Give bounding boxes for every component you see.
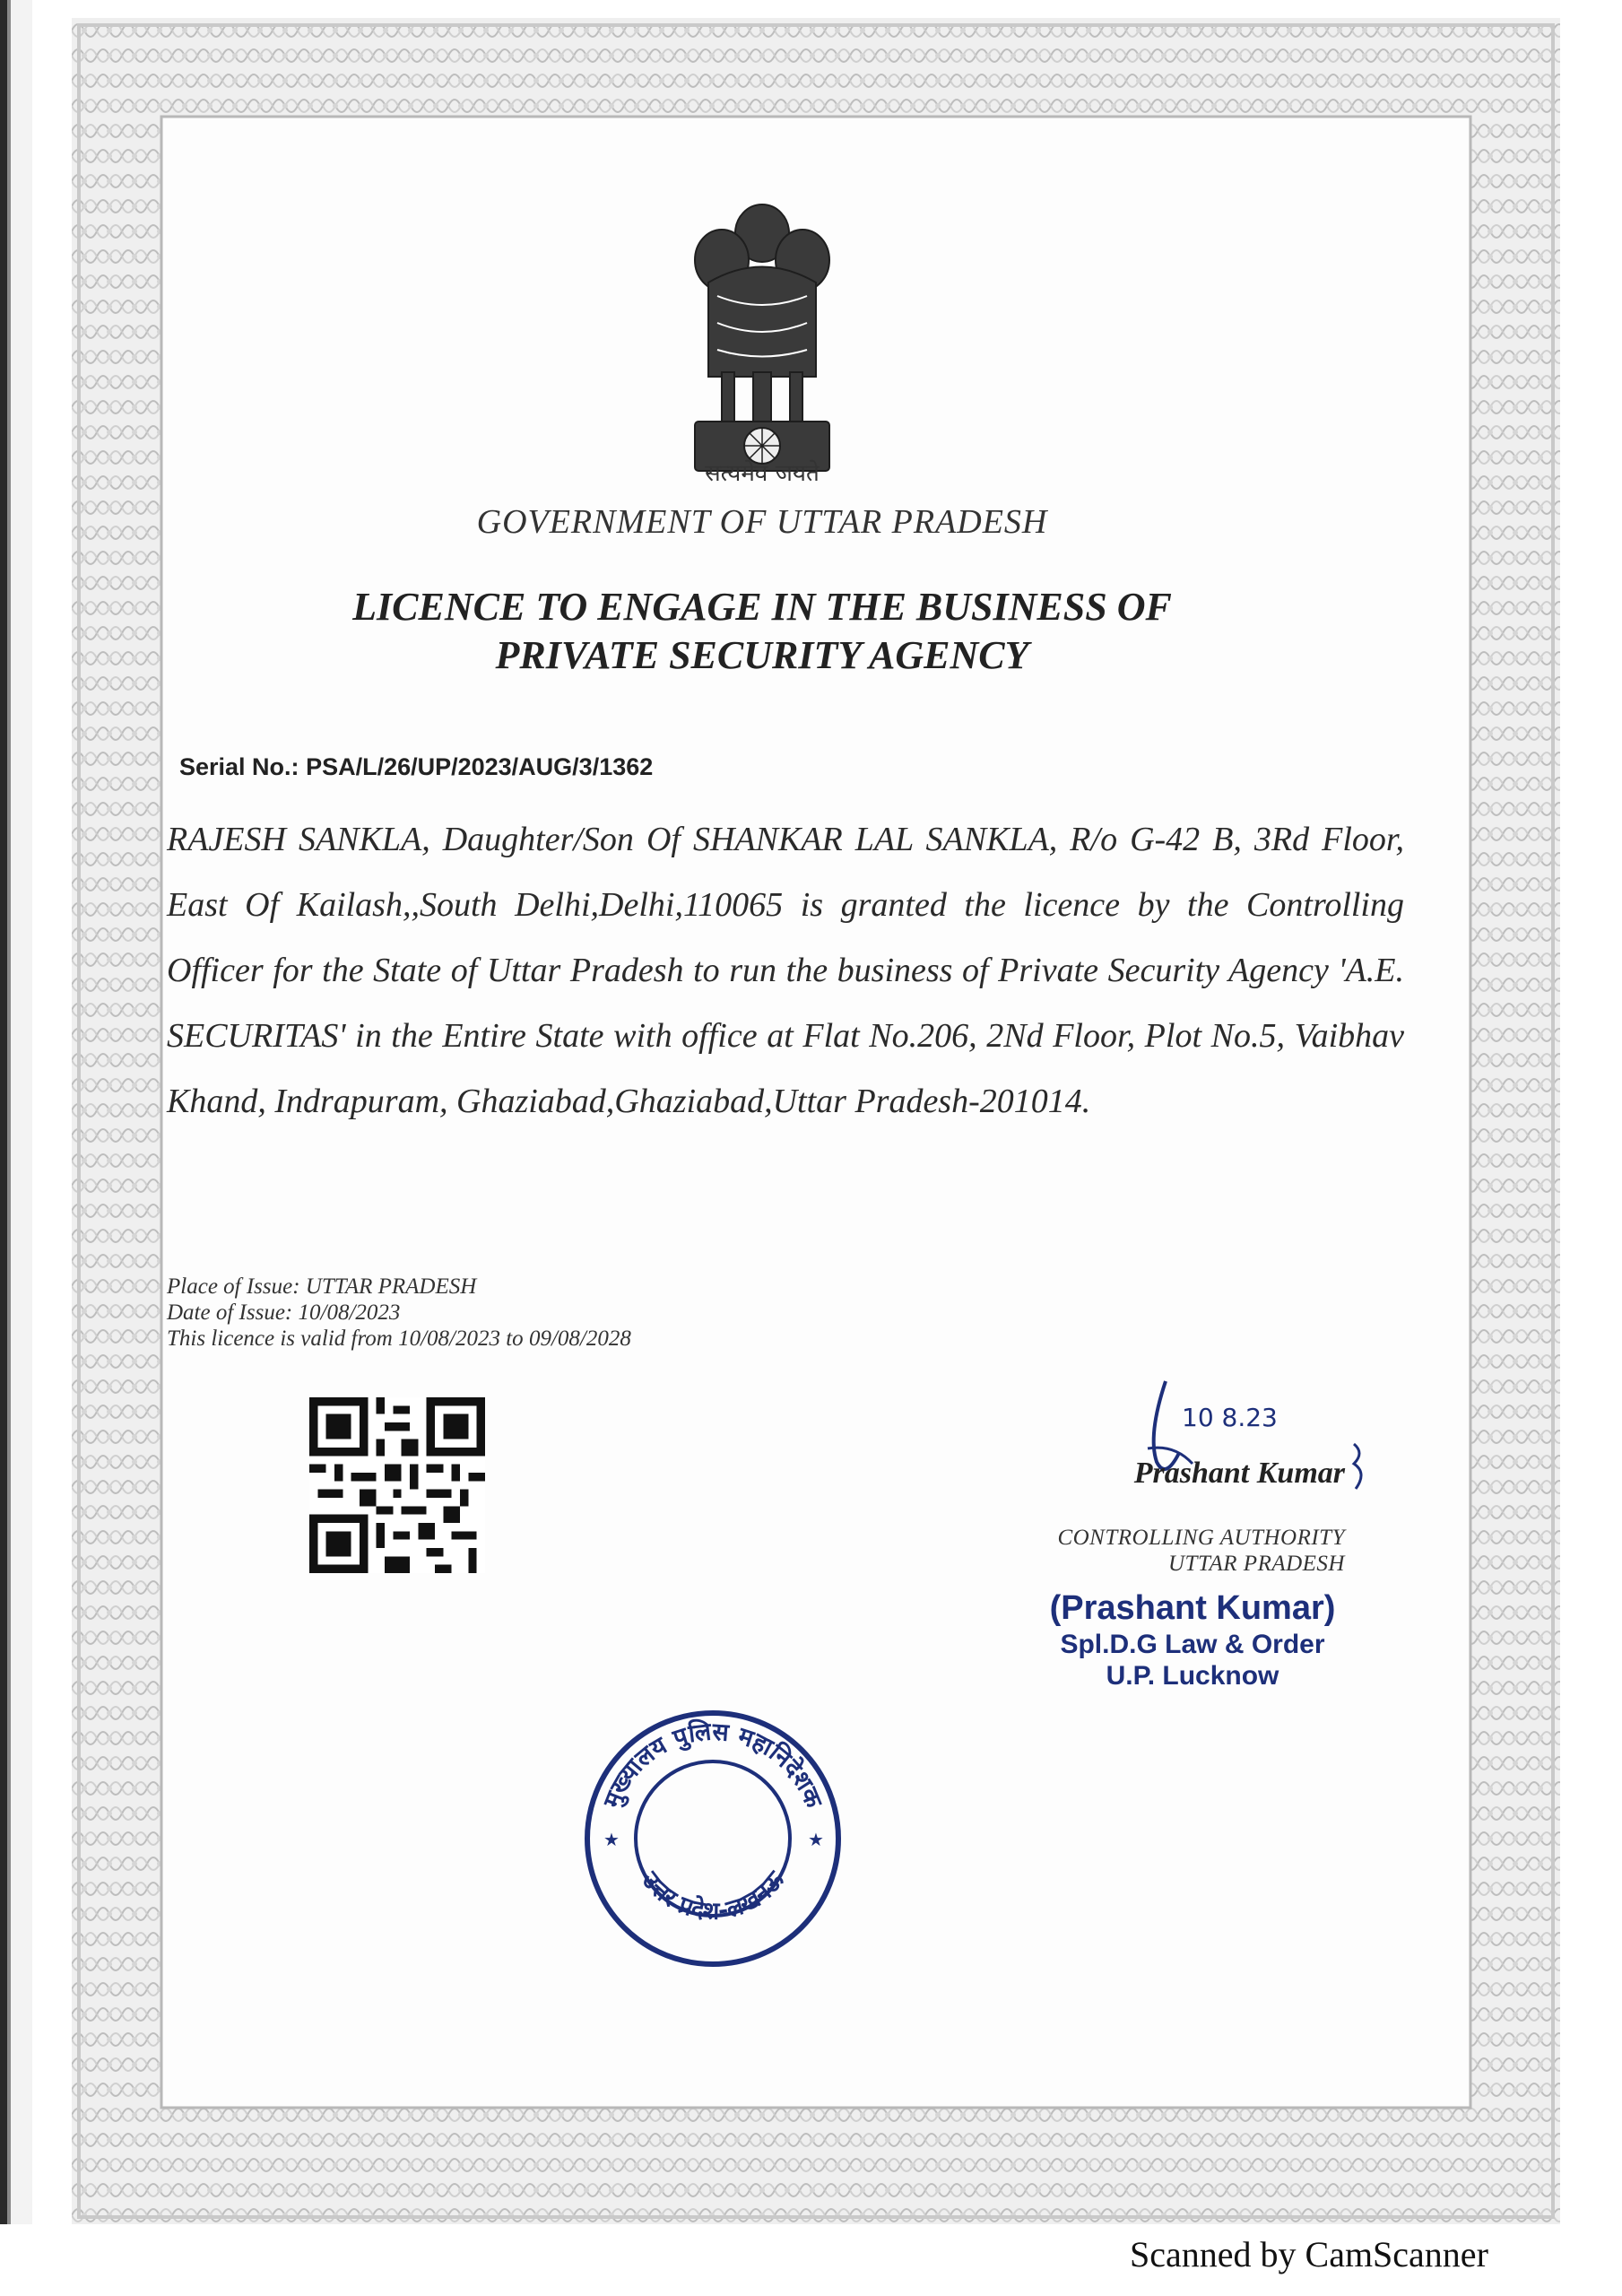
place-of-issue [167, 1274, 631, 1300]
svg-text:★: ★ [603, 1831, 620, 1850]
serial-value: PSA/L/26/UP/2023/AUG/3/1362 [306, 753, 654, 780]
controlling-authority [941, 1525, 1345, 1577]
authority-line-1: CONTROLLING AUTHORITY [1057, 1526, 1345, 1550]
stamp-designation: Spl.D.G Law & Order [1060, 1630, 1325, 1659]
scan-shadow-edge [0, 0, 32, 2224]
place-label: Place of Issue: [167, 1274, 300, 1299]
issue-details [167, 1274, 631, 1352]
qr-code-icon [309, 1397, 485, 1573]
date-value: 10/08/2023 [298, 1300, 401, 1325]
validity-to-label: to [506, 1326, 524, 1351]
date-label: Date of Issue: [167, 1300, 293, 1325]
signatory-name: Prashant Kumar [1133, 1457, 1345, 1490]
designation-stamp [968, 1587, 1417, 1692]
validity-label: This licence is valid from [167, 1326, 393, 1351]
police-seal-icon [578, 1704, 847, 1973]
svg-text:मुख्यालय पुलिस महानिदेशक [598, 1717, 828, 1813]
scanner-watermark: Scanned by CamScanner [1130, 2234, 1488, 2274]
valid-from: 10/08/2023 [398, 1326, 500, 1351]
stamp-name: (Prashant Kumar) [1049, 1589, 1336, 1627]
seal-text-bottom: उत्तर प्रदेश-लखनऊ [636, 1866, 790, 1926]
signature-date-note: 10 8.23 [1182, 1403, 1278, 1432]
government-heading: GOVERNMENT OF UTTAR PRADESH [476, 503, 1048, 541]
svg-text:उत्तर प्रदेश-लखनऊ [636, 1866, 791, 1926]
licence-body: RAJESH SANKLA, Daughter/Son Of SHANKAR LAL SANKLA, R/o G-42 B, 3Rd Floor, East Of Kailash,,South Delhi,Delhi,110065 is granted the licence by the Controlling Officer for the State of Uttar Pradesh to run the business of Private Security Agency 'A.E. SECURITAS' in the Entire State with office at Flat No.206, 2Nd Floor, Plot No.5, Vaibhav Khand, Indrapuram, Ghaziabad,Ghaziabad,Uttar Pradesh-201014. [167, 821, 1404, 1120]
seal-text-top: मुख्यालय पुलिस महानिदेशक [598, 1718, 828, 1813]
valid-to: 09/08/2028 [528, 1326, 631, 1351]
date-of-issue [167, 1300, 631, 1326]
place-value: UTTAR PRADESH [305, 1274, 477, 1299]
emblem-motto: सत्यमेव जयते [705, 460, 820, 487]
validity-period [167, 1326, 631, 1352]
licence-title [269, 583, 1255, 680]
licence-title-line-1: LICENCE TO ENGAGE IN THE BUSINESS OF [352, 585, 1172, 629]
state-emblem-icon [672, 197, 852, 475]
serial-number [179, 753, 653, 781]
stamp-location: U.P. Lucknow [1106, 1661, 1279, 1691]
authority-line-2: UTTAR PRADESH [1168, 1552, 1345, 1576]
licence-title-line-2: PRIVATE SECURITY AGENCY [495, 633, 1029, 677]
svg-text:★: ★ [808, 1831, 824, 1850]
serial-label: Serial No.: [179, 753, 299, 780]
